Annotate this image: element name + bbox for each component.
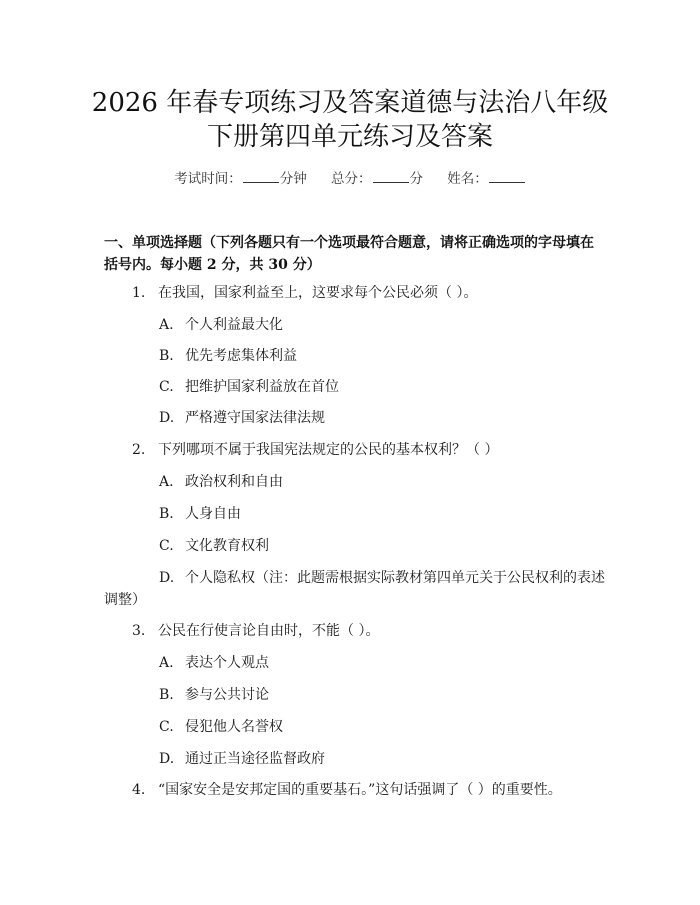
option-text: 文化教育权利 [185,538,269,554]
total-score-blank [373,170,409,183]
option-letter: D. [159,570,175,586]
exam-time-label: 考试时间： [174,171,242,187]
document-title-line-2: 下册第四单元练习及答案 [206,122,493,152]
option-3b [159,685,269,705]
option-letter: A. [159,655,174,671]
option-2c [159,536,269,556]
option-text: 个人利益最大化 [185,317,283,333]
option-1b [159,346,297,366]
option-letter: C. [159,538,174,554]
question-text: 公民在行使言论自由时，不能（ ）。 [158,623,380,639]
question-number: 1. [132,285,146,301]
option-text: 把维护国家利益放在首位 [185,379,339,395]
option-text: 政治权利和自由 [185,474,283,490]
option-3d [159,749,325,769]
option-2a [159,472,283,492]
total-score-label: 总分： [331,171,372,187]
question-4 [132,780,562,800]
total-score-unit: 分 [409,171,423,187]
option-letter: D. [159,410,175,426]
option-text: 通过正当途径监督政府 [185,751,325,767]
option-letter: D. [159,751,175,767]
question-text: 下列哪项不属于我国宪法规定的公民的基本权利？（ ） [158,442,499,458]
option-letter: A. [159,317,174,333]
option-letter: C. [159,379,174,395]
question-text: “国家安全是安邦定国的重要基石。”这句话强调了（ ）的重要性。 [158,782,562,798]
exam-meta [0,170,700,188]
student-name [447,170,526,188]
option-2d-continuation: 调整） [104,592,146,608]
exam-time-unit: 分钟 [279,171,307,187]
option-text: 人身自由 [185,506,241,522]
option-text: 表达个人观点 [185,655,269,671]
option-letter: B. [159,687,174,703]
section-heading: 一、单项选择题（下列各题只有一个选项最符合题意，请将正确选项的字母填在括号内。每小题 2 分，共 30 分） [104,235,594,273]
option-1a [159,315,283,335]
question-text: 在我国，国家利益至上，这要求每个公民必须（ ）。 [158,285,478,301]
option-text: 优先考虑集体利益 [185,348,297,364]
option-text: 个人隐私权（注：此题需根据实际教材第四单元关于公民权利的表述 [185,570,605,586]
option-1d [159,408,325,428]
option-text: 严格遵守国家法律法规 [185,410,325,426]
question-2 [132,440,498,460]
option-text: 侵犯他人名誉权 [185,719,283,735]
option-letter: B. [159,348,174,364]
exam-time [174,170,307,188]
exam-time-blank [243,170,279,183]
option-2b [159,504,241,524]
student-name-blank [489,170,525,183]
option-3c [159,717,283,737]
option-letter: A. [159,474,174,490]
question-number: 2. [132,442,146,458]
option-1c [159,377,339,397]
document-title-line-1: 2026 年春专项练习及答案道德与法治八年级 [91,88,609,118]
option-letter: C. [159,719,174,735]
student-name-label: 姓名： [447,171,488,187]
option-text: 参与公共讨论 [185,687,269,703]
option-2d [159,568,605,588]
question-number: 3. [132,623,146,639]
question-3 [132,621,379,641]
option-letter: B. [159,506,174,522]
question-1 [132,283,477,303]
question-number: 4. [132,782,146,798]
option-3a [159,653,269,673]
total-score [331,170,423,188]
